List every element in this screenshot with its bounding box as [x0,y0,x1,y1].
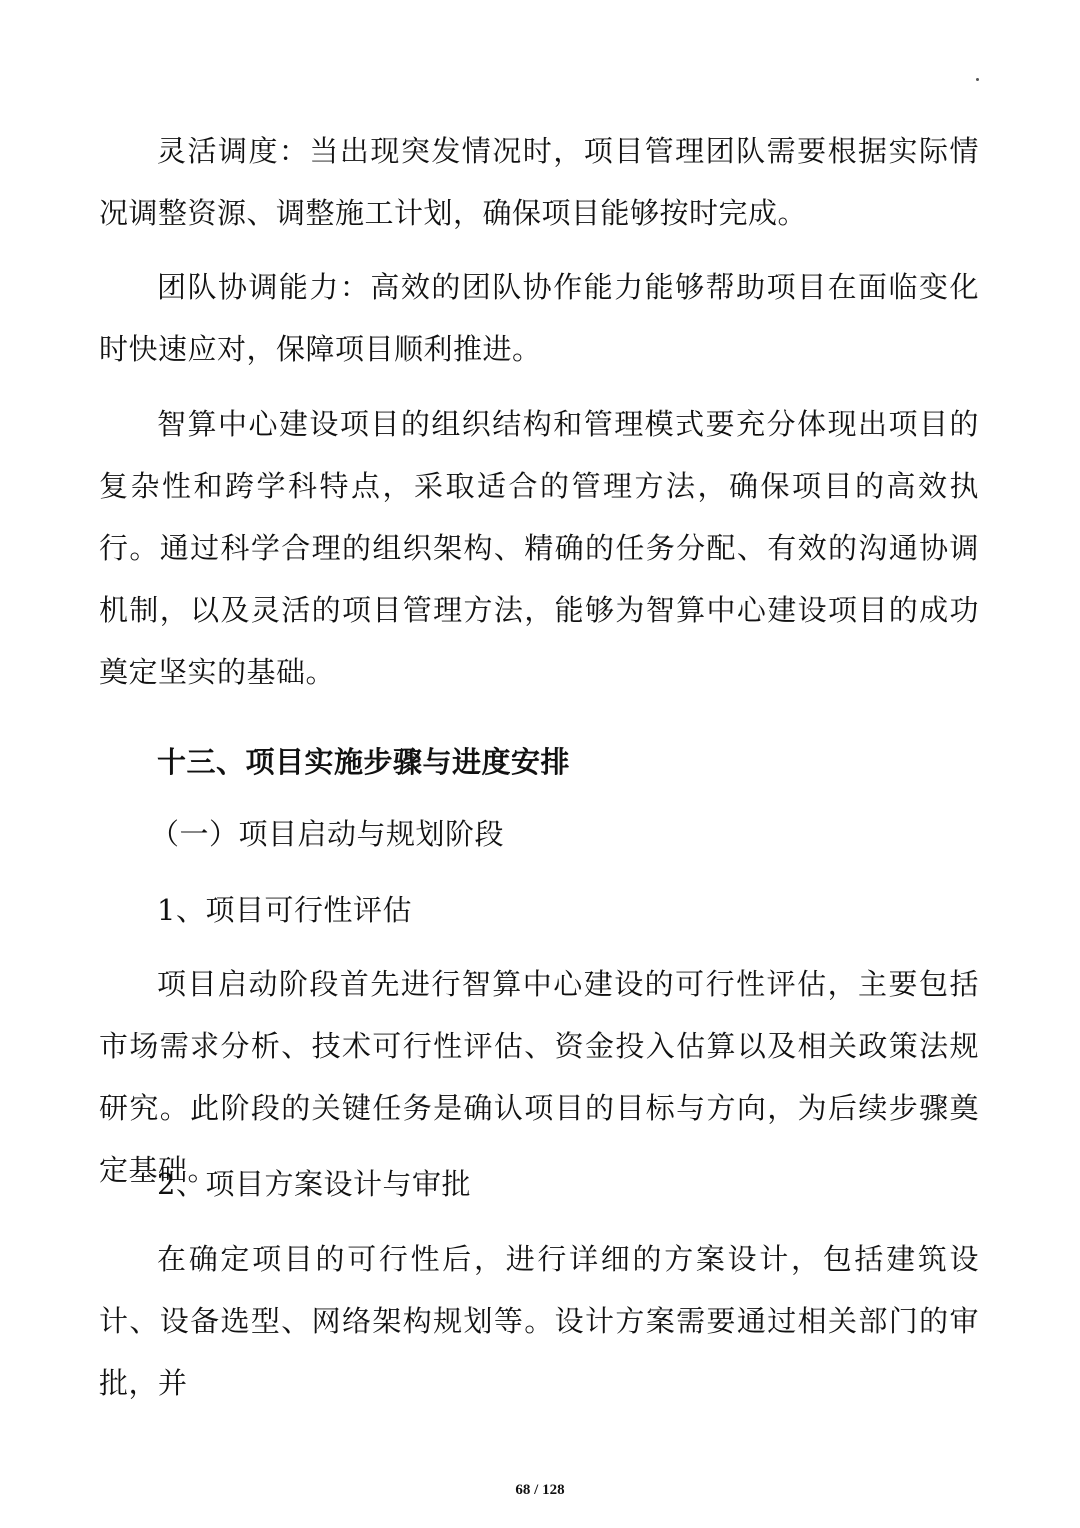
item-heading-feasibility: 1、项目可行性评估 [157,893,412,927]
paragraph-team-coordination: 团队协调能力：高效的团队协作能力能够帮助项目在面临变化时快速应对，保障项目顺利推进。 [99,270,979,366]
paragraph-organization-summary: 智算中心建设项目的组织结构和管理模式要充分体现出项目的复杂性和跨学科特点，采取适合的管理方法，确保项目的高效执行。通过科学合理的组织架构、精确的任务分配、有效的沟通协调机制，以及灵活的项目管理方法，能够为智算中心建设项目的成功奠定坚实的基础。 [99,407,979,689]
page-number: 68 / 128 [515,1482,565,1498]
paragraph-feasibility: 项目启动阶段首先进行智算中心建设的可行性评估，主要包括市场需求分析、技术可行性评估、资金投入估算以及相关政策法规研究。此阶段的关键任务是确认项目的目标与方向，为后续步骤奠定基础。 [99,967,979,1187]
subsection-heading: （一）项目启动与规划阶段 [150,817,505,851]
section-heading: 十三、项目实施步骤与进度安排 [157,745,571,779]
item-heading-design-approval: 2、项目方案设计与审批 [157,1167,471,1201]
paragraph-flexible-scheduling: 灵活调度：当出现突发情况时，项目管理团队需要根据实际情况调整资源、调整施工计划，确保项目能够按时完成。 [99,134,979,230]
header-mark [976,78,979,81]
paragraph-design-approval: 在确定项目的可行性后，进行详细的方案设计，包括建筑设计、设备选型、网络架构规划等。设计方案需要通过相关部门的审批，并 [99,1242,979,1400]
